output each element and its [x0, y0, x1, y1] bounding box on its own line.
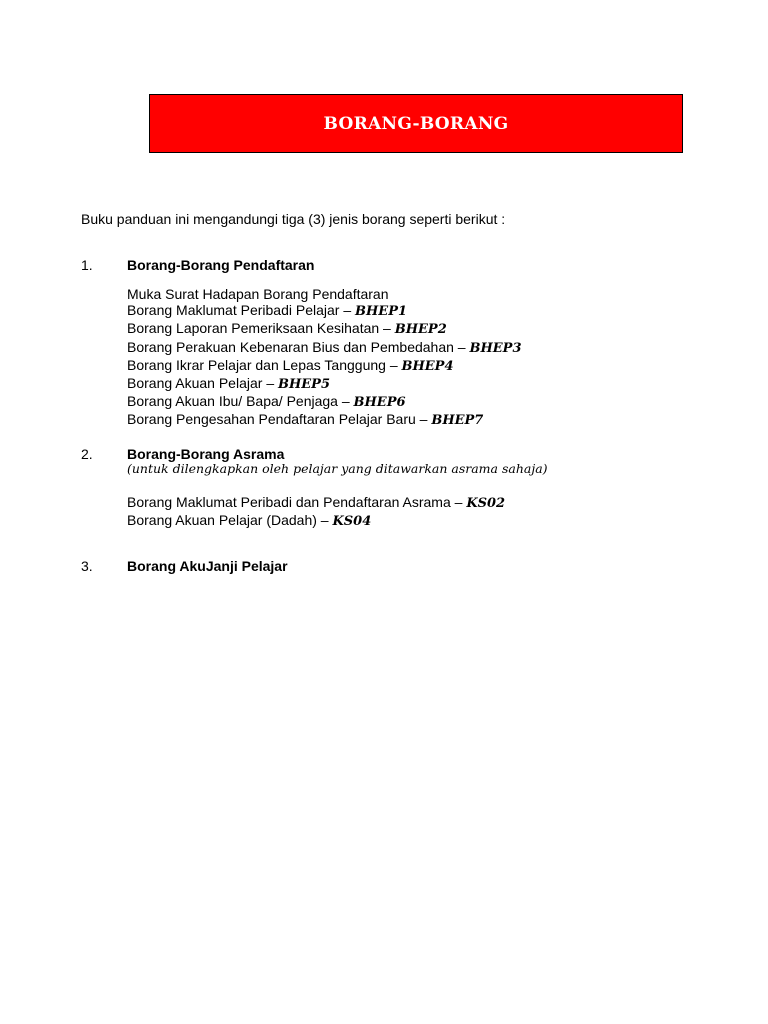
form-code: BHEP5 — [278, 377, 330, 393]
list-item: Borang Perakuan Kebenaran Bius dan Pembedahan – BHEP3 — [127, 338, 522, 356]
list-item: Borang Akuan Ibu/ Bapa/ Penjaga – BHEP6 — [127, 393, 406, 411]
form-code: KS04 — [332, 514, 372, 530]
form-code: BHEP4 — [401, 358, 454, 374]
list-item: Muka Surat Hadapan Borang Pendaftaran — [127, 286, 389, 302]
section-2-number: 2. — [81, 446, 93, 462]
list-item: Borang Pengesahan Pendaftaran Pelajar Baru – BHEP7 — [127, 411, 484, 429]
section-1-heading: Borang-Borang Pendaftaran — [127, 257, 315, 273]
section-2-note: (untuk dilengkapkan oleh pelajar yang ditawarkan asrama sahaja) — [127, 461, 548, 476]
intro-text: Buku panduan ini mengandungi tiga (3) jenis borang seperti berikut : — [81, 211, 506, 227]
section-3-heading: Borang AkuJanji Pelajar — [127, 558, 288, 574]
form-code: BHEP2 — [394, 322, 447, 338]
list-item: Borang Maklumat Peribadi Pelajar – BHEP1 — [127, 302, 408, 320]
form-code: BHEP6 — [353, 395, 406, 411]
form-code: BHEP1 — [355, 304, 408, 320]
section-1-list — [127, 286, 521, 430]
list-item: Borang Maklumat Peribadi dan Pendaftaran Asrama – KS02 — [127, 494, 506, 511]
section-2-heading: Borang-Borang Asrama — [127, 446, 285, 462]
form-code: KS02 — [466, 496, 506, 511]
list-item: Borang Akuan Pelajar (Dadah) – KS04 — [127, 512, 372, 530]
section-2-list — [127, 494, 505, 530]
list-item: Borang Laporan Pemeriksaan Kesihatan – BHEP2 — [127, 320, 447, 338]
section-1-number: 1. — [81, 257, 93, 273]
form-code: BHEP7 — [431, 413, 484, 429]
page-title: BORANG-BORANG — [323, 113, 509, 134]
section-3-number: 3. — [81, 558, 93, 574]
list-item: Borang Ikrar Pelajar dan Lepas Tanggung – BHEP4 — [127, 356, 454, 374]
list-item: Borang Akuan Pelajar – BHEP5 — [127, 375, 330, 393]
title-banner — [149, 94, 683, 153]
form-code: BHEP3 — [469, 340, 522, 356]
